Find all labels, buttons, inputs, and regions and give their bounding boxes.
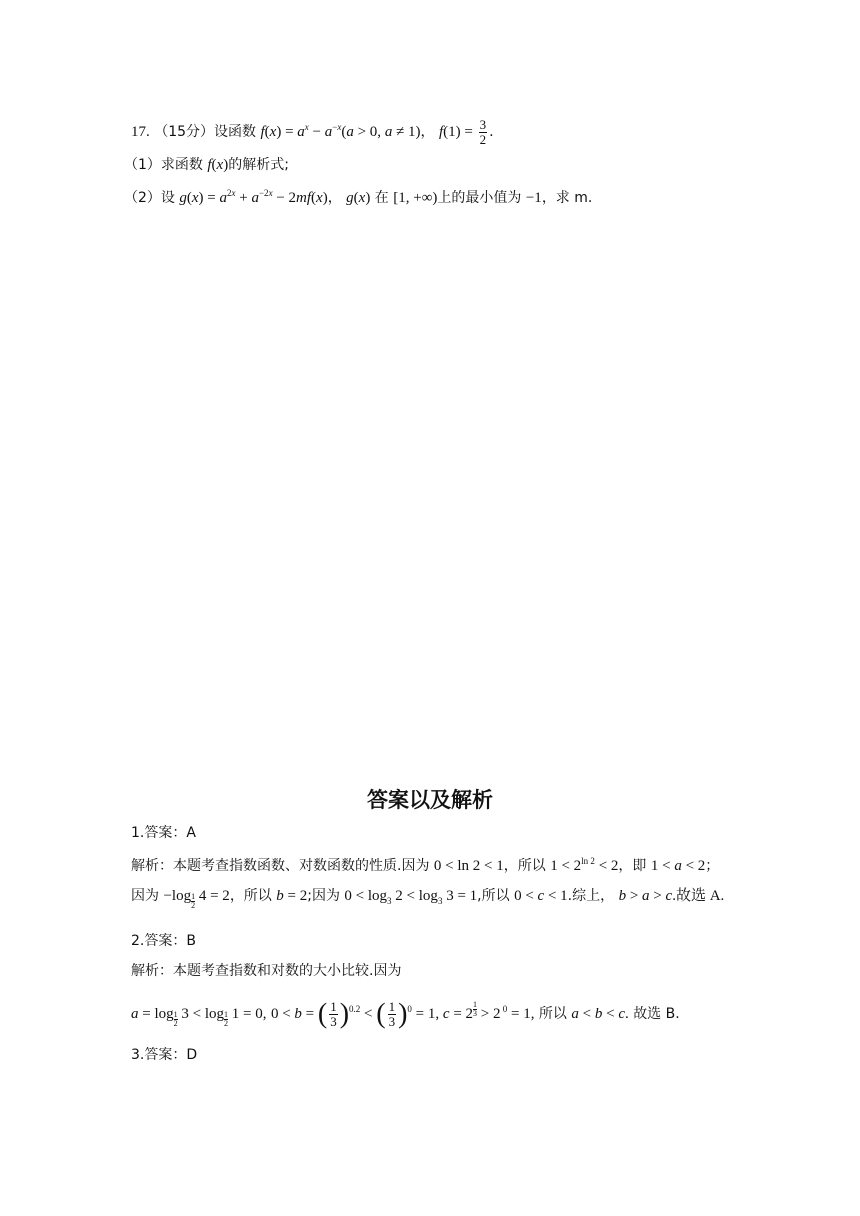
answer-1-head: 1.答案：A <box>131 825 196 841</box>
part-1-label: （1） <box>124 157 161 173</box>
answer-2-line-1: 解析：本题考查指数和对数的大小比较.因为 <box>131 963 402 979</box>
part-1: （1）求函数 f(x)的解析式; <box>124 157 289 173</box>
g-definition: $g(x) = a^{2x} + a^{-2x} - 2mf(x)$ <box>179 188 328 206</box>
given-value: f(1) = $\frac{3}{2}$ <box>439 117 487 147</box>
problem-number: 17. <box>131 123 150 140</box>
problem-17-statement: 17. （15分）设函数 $f(x) = a^x - a^{-x}(a > 0$, a ≠ 1)， f(1) = $\frac{3}{2}$ . <box>131 117 494 147</box>
answers-title: 答案以及解析 <box>367 788 493 812</box>
answer-2-line-2: a = log $_{\frac{1}{2}}$ 3 < log $_{\frac{1}{2}}$ 1 = 0, 0 < b = ( $\frac{1}{3}$ )$^{0.2}$ < ( $\frac{1}{3}$ )$^0$ = 1, c = 2 $^{\frac{1}{3}}$ > 2 $^0$ = 1, 所以 a < b < c. 故选 B. <box>131 998 680 1030</box>
answer-1-line-2: 因为 −log $_{\frac{1}{2}}$ 4 = 2，所以 b = 2;因为 $0 < \log_3 2 < \log_3 3 = 1$,所以 0 < c < 1.综上， b > a > c.故选 A. <box>131 888 725 911</box>
answer-3-head: 3.答案：D <box>131 1047 198 1063</box>
function-definition: $f(x) = a^x - a^{-x}(a > 0$, a ≠ 1) <box>260 121 421 140</box>
part-2-label: （2） <box>124 190 161 206</box>
answer-1-line-1: 解析：本题考查指数函数、对数函数的性质.因为 0 < ln 2 < 1，所以 $1 < 2^{ln 2} < 2$，即 1 < a < 2； <box>131 856 720 874</box>
problem-points: （15分） <box>154 123 215 140</box>
answer-2-head: 2.答案：B <box>131 933 196 949</box>
part-2: （2）设 $g(x) = a^{2x} + a^{-2x} - 2mf(x)$， g(x) 在 [1, +∞)上的最小值为 −1，求 m. <box>124 188 593 206</box>
problem-lead: 设函数 <box>214 123 257 140</box>
